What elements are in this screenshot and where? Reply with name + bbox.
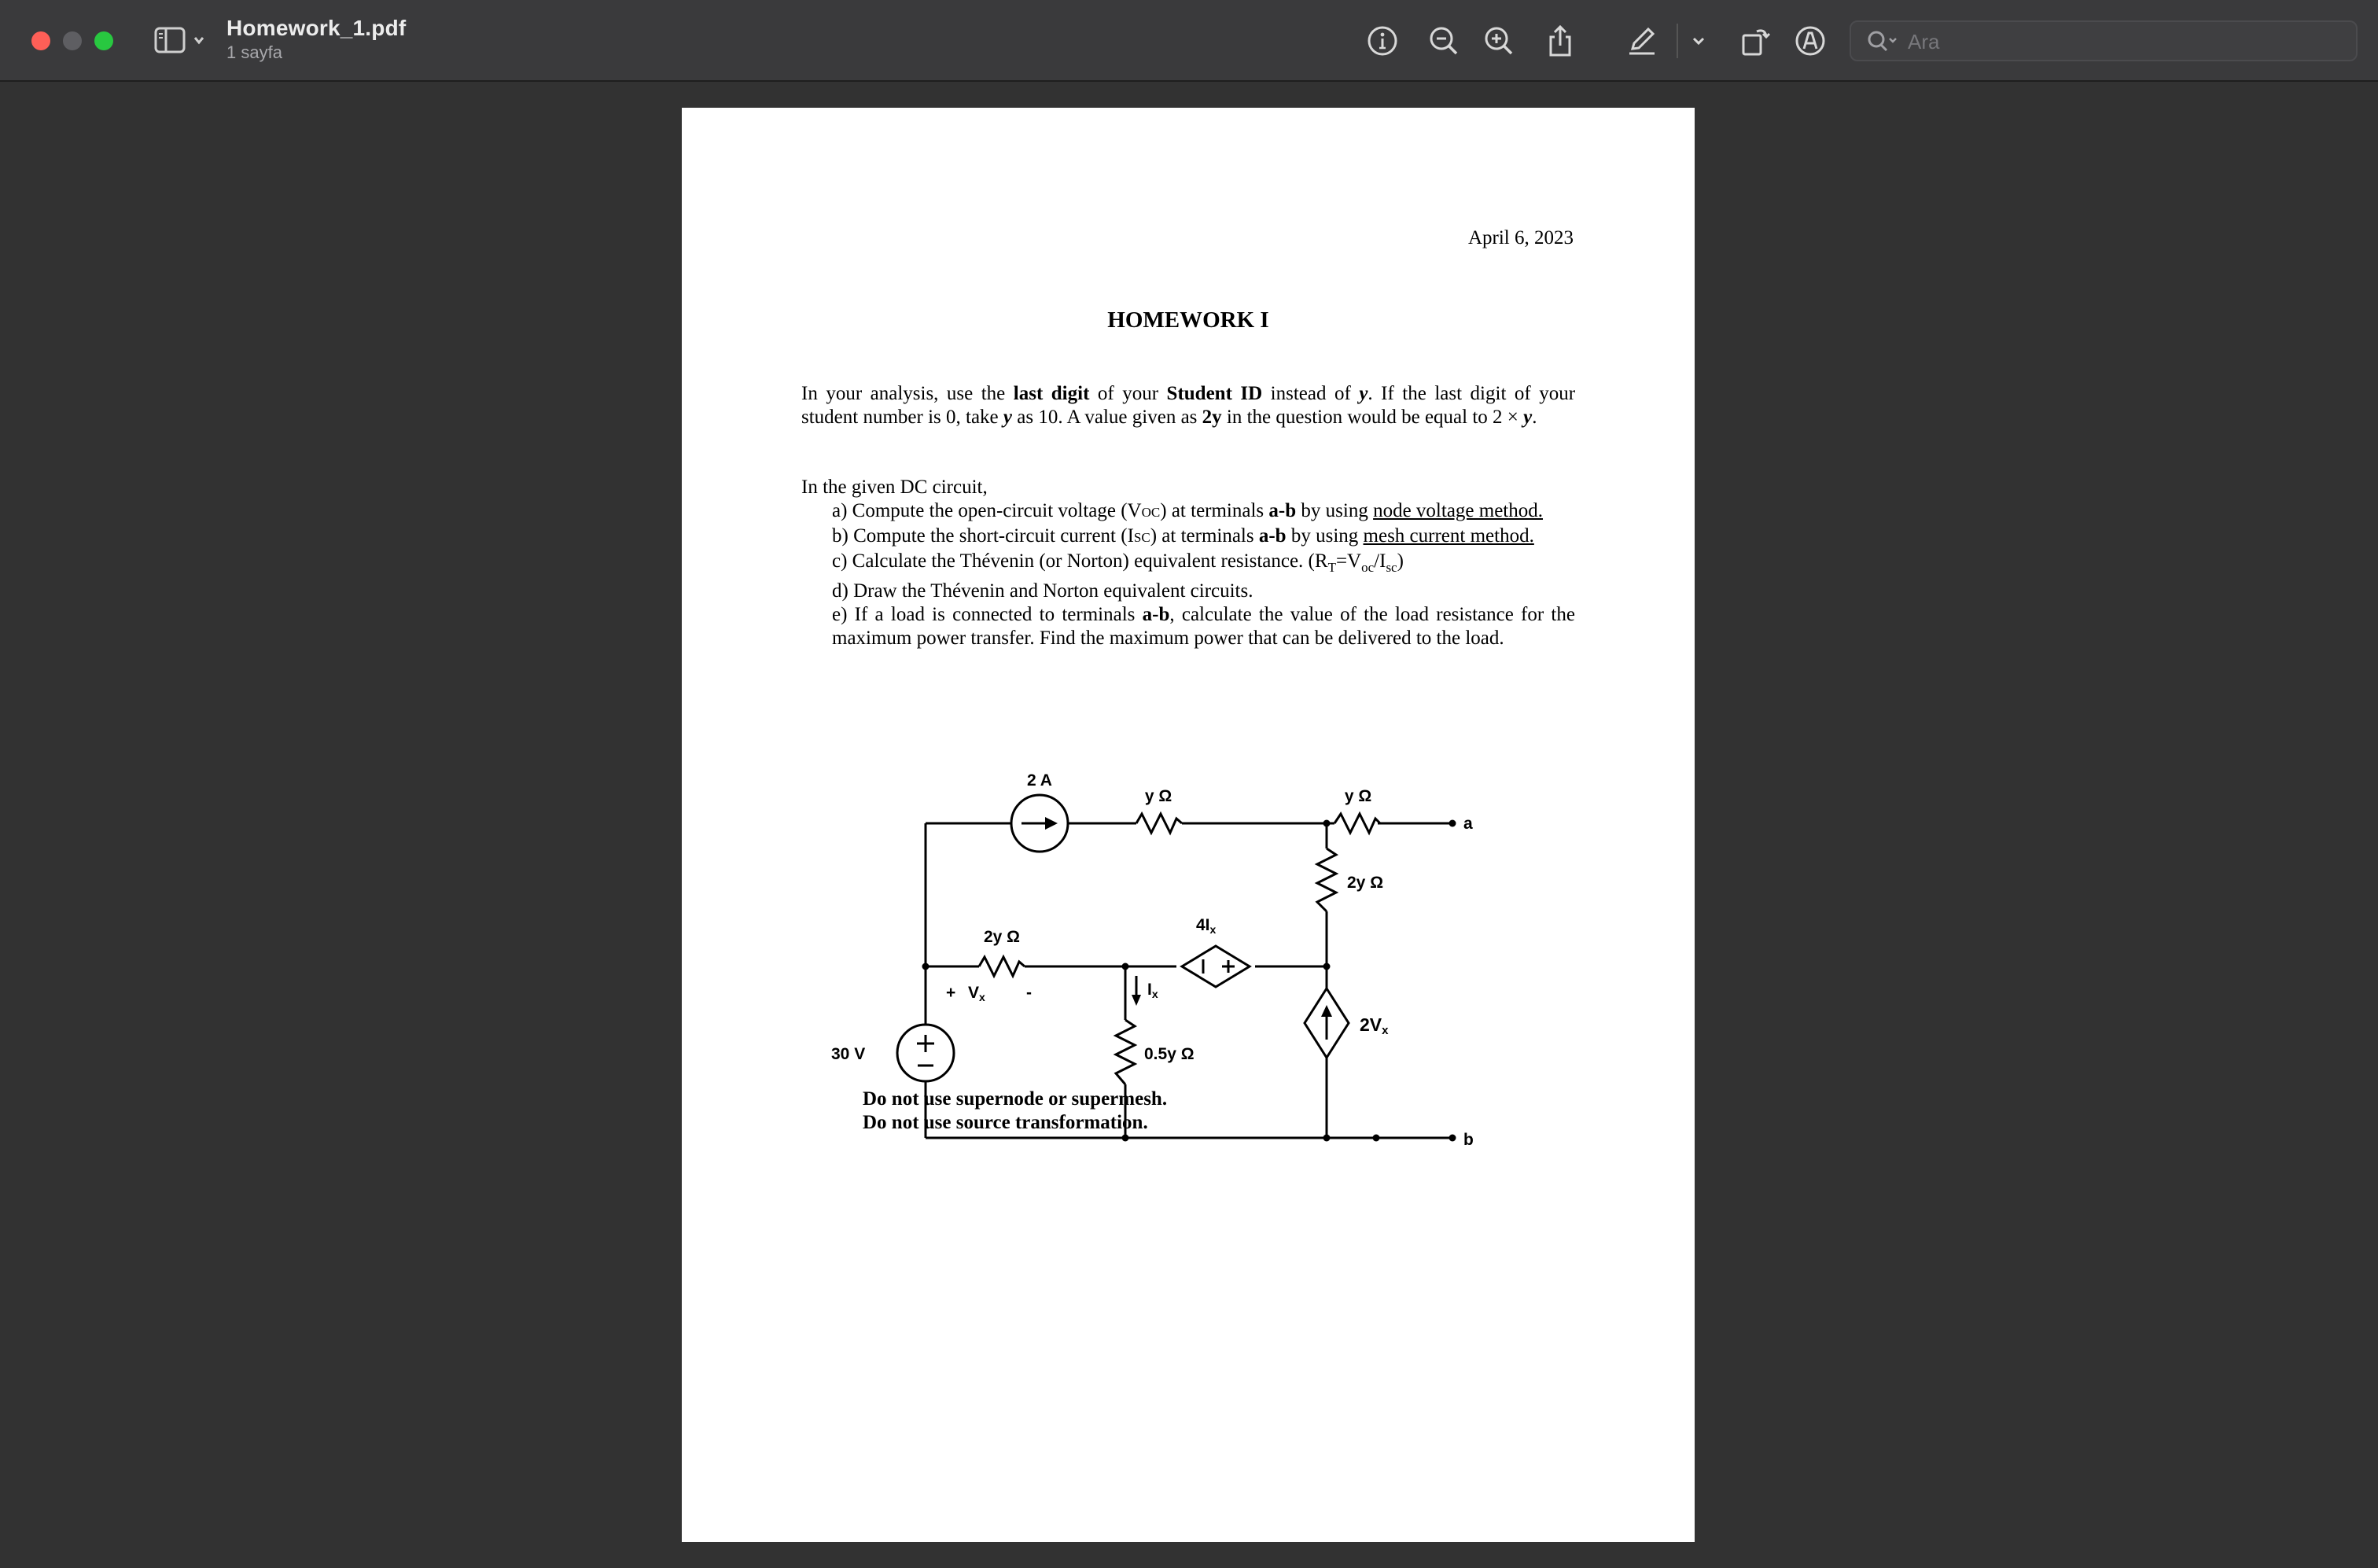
resistor-vertical-2y bbox=[1317, 848, 1336, 911]
label-2vx: 2Vx bbox=[1360, 1014, 1389, 1037]
maximize-window-button[interactable] bbox=[94, 31, 113, 50]
search-field[interactable] bbox=[1850, 20, 2358, 61]
label-30v: 30 V bbox=[831, 1045, 866, 1063]
instruction-notes bbox=[863, 1088, 1167, 1135]
label-r-vertical: 2y Ω bbox=[1347, 874, 1384, 892]
dependent-current-source bbox=[1305, 988, 1349, 1058]
chevron-down-icon bbox=[1681, 24, 1716, 58]
label-r-top-1: y Ω bbox=[1144, 787, 1172, 805]
intro-paragraph bbox=[801, 382, 1575, 429]
note-line-2: Do not use source transformation. bbox=[863, 1112, 1148, 1133]
label-2a: 2 A bbox=[1027, 771, 1052, 790]
label-r-half: 0.5y Ω bbox=[1144, 1045, 1195, 1063]
dependent-voltage-source bbox=[1182, 946, 1250, 987]
task-a: a) Compute the open-circuit voltage (VOC) at terminals a-b by using node voltage method. bbox=[832, 500, 1543, 521]
resistor-mid-2y bbox=[979, 957, 1025, 976]
task-c: c) Calculate the Thévenin (or Norton) equivalent resistance. $(R_T=V_{oc}/I_{sc})$ bbox=[832, 550, 1404, 575]
rotate-button[interactable] bbox=[1738, 24, 1772, 58]
resistor-half-y bbox=[1116, 1020, 1135, 1084]
rotate-icon bbox=[1738, 24, 1772, 58]
minimize-window-button[interactable] bbox=[63, 31, 82, 50]
current-source-2a bbox=[1011, 795, 1068, 852]
markup-pen-icon bbox=[1625, 24, 1659, 58]
sidebar-icon bbox=[154, 25, 211, 57]
search-input[interactable] bbox=[1906, 27, 2350, 57]
label-ix: Ix bbox=[1147, 981, 1158, 1000]
page-count: 1 sayfa bbox=[226, 42, 282, 62]
markup-options-button[interactable] bbox=[1681, 24, 1716, 58]
resistor-top-2 bbox=[1334, 814, 1380, 833]
ix-arrow bbox=[1132, 976, 1141, 1006]
task-e-cont: maximum power transfer. Find the maximum power that can be delivered to the load. bbox=[832, 628, 1504, 649]
note-line-1: Do not use supernode or supermesh. bbox=[863, 1088, 1168, 1110]
resistor-top-1 bbox=[1136, 814, 1182, 833]
share-icon bbox=[1543, 24, 1577, 58]
label-r-top-2: y Ω bbox=[1344, 787, 1372, 805]
markup-button[interactable] bbox=[1625, 24, 1659, 58]
pdf-page bbox=[682, 108, 1695, 1542]
label-vx-minus: - bbox=[1026, 984, 1032, 1002]
annotate-button[interactable] bbox=[1793, 24, 1828, 58]
task-b: b) Compute the short-circuit current (ISC) at terminals a-b by using mesh current method. bbox=[832, 525, 1534, 547]
voltage-source-30v bbox=[897, 1025, 954, 1081]
search-icon bbox=[1865, 28, 1903, 55]
task-e: e) If a load is connected to terminals a-b, calculate the value of the load resistance for the bbox=[832, 604, 1575, 625]
zoom-in-button[interactable] bbox=[1482, 24, 1516, 58]
homework-title: HOMEWORK I bbox=[1107, 307, 1269, 333]
task-list bbox=[832, 499, 1575, 650]
window-toolbar bbox=[0, 0, 2378, 82]
close-window-button[interactable] bbox=[31, 31, 50, 50]
info-icon bbox=[1365, 24, 1400, 58]
sidebar-toggle-button[interactable] bbox=[154, 25, 211, 57]
zoom-in-icon bbox=[1482, 24, 1516, 58]
zoom-out-icon bbox=[1426, 24, 1461, 58]
annotate-icon bbox=[1793, 24, 1828, 58]
task-heading: In the given DC circuit, bbox=[801, 477, 988, 498]
info-button[interactable] bbox=[1365, 24, 1400, 58]
label-4ix: 4Ix bbox=[1196, 916, 1217, 936]
toolbar-divider bbox=[1677, 24, 1678, 58]
label-vx: Vx bbox=[968, 984, 985, 1003]
intro-line-2: student number is 0, take y as 10. A value given as 2y in the question would be equal to 2 × y. bbox=[801, 407, 1537, 428]
label-vx-plus: + bbox=[946, 984, 956, 1002]
label-terminal-b: b bbox=[1463, 1131, 1474, 1149]
document-date: April 6, 2023 bbox=[1467, 227, 1574, 248]
document-title[interactable]: Homework_1.pdf bbox=[226, 16, 407, 40]
label-terminal-a: a bbox=[1463, 815, 1473, 833]
intro-line-1: In your analysis, use the last digit of your Student ID instead of y. If the last digit of your bbox=[801, 383, 1576, 404]
label-r-mid: 2y Ω bbox=[983, 928, 1021, 946]
task-d: d) Draw the Thévenin and Norton equivalent circuits. bbox=[832, 580, 1253, 602]
share-button[interactable] bbox=[1543, 24, 1577, 58]
zoom-out-button[interactable] bbox=[1426, 24, 1461, 58]
